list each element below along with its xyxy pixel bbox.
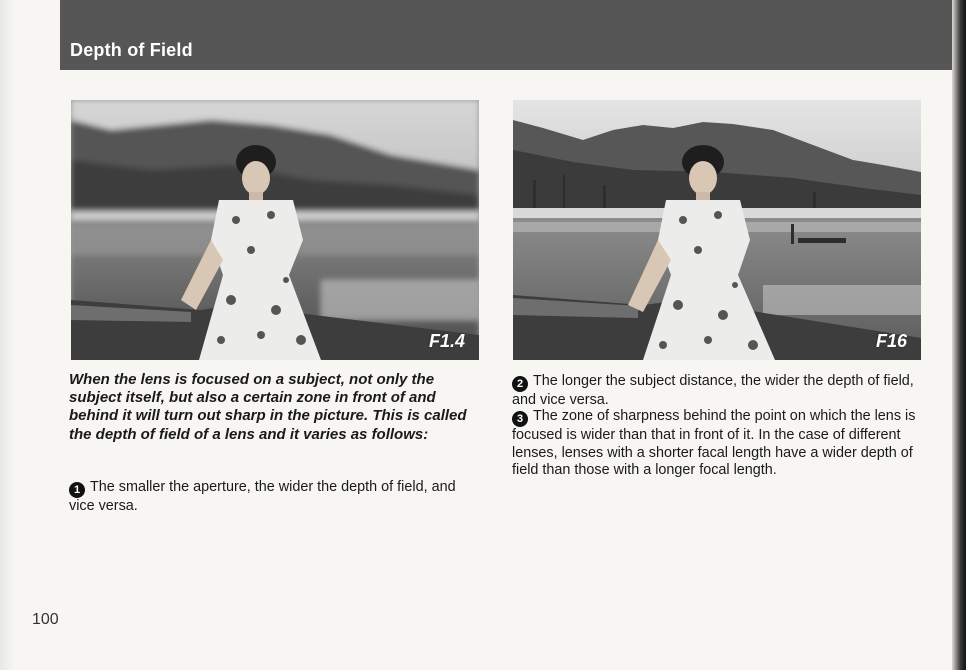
photo-shallow-depth-of-field <box>71 100 479 360</box>
aperture-label-f16: F16 <box>875 331 907 351</box>
point-3-text: The zone of sharpness behind the point on which the lens is focused is wider than that in front of it. In the case of different lenses, lenses with a shorter facal length have a wider depth of field than those with a longer focal length. <box>512 408 916 478</box>
page-number: 100 <box>32 611 59 628</box>
point-1-text: The smaller the aperture, the wider the depth of field, and vice versa. <box>69 479 456 514</box>
photo-wide-depth-of-field <box>513 100 921 360</box>
page-right-edge <box>952 0 966 670</box>
number-2-badge: 2 <box>512 376 528 392</box>
number-1-badge: 1 <box>69 482 85 498</box>
lake-portrait-image-sharp <box>513 100 921 360</box>
point-2-paragraph <box>512 373 922 410</box>
aperture-label-f1-4: F1.4 <box>428 331 465 351</box>
number-3-badge: 3 <box>512 411 528 427</box>
section-header-bar <box>60 0 952 70</box>
section-title: Depth of Field <box>70 40 193 60</box>
page-left-margin <box>0 0 14 670</box>
intro-paragraph: When the lens is focused on a subject, not only the subject itself, but also a certain zone in front of and behind it will turn out sharp in the picture. This is called the depth of field of a lens and it varies as follows: <box>69 371 467 443</box>
point-3-paragraph <box>512 408 922 480</box>
lake-portrait-image-blurred <box>71 100 479 360</box>
point-2-text: The longer the subject distance, the wider the depth of field, and vice versa. <box>512 373 914 408</box>
point-1-paragraph <box>69 479 469 516</box>
